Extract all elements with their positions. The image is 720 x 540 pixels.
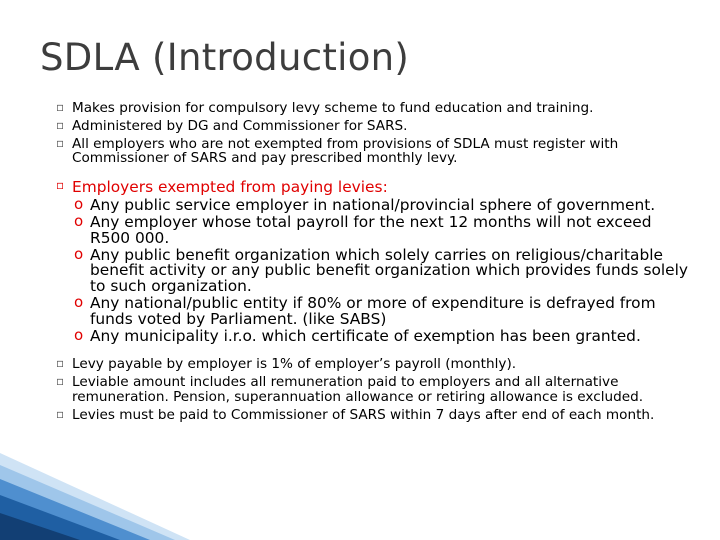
bullet-item: ▫ All employers who are not exempted from provisions of SDLA must register with Commissioner of SARS and pay prescribed monthly levy. <box>56 137 688 167</box>
exempt-item: o Any employer whose total payroll for the next 12 months will not exceed R500 000. <box>74 215 688 247</box>
exempt-item: o Any public service employer in national/provincial sphere of government. <box>74 198 688 214</box>
exempt-list <box>74 198 688 344</box>
exempt-heading-colon: : <box>382 178 388 197</box>
bullet-item: ▫ Levies must be paid to Commissioner of SARS within 7 days after end of each month. <box>56 408 688 423</box>
exempt-heading <box>72 179 688 196</box>
corner-swoosh-decoration <box>0 445 190 540</box>
exempt-item: o Any municipality i.r.o. which certificate of exemption has been granted. <box>74 329 688 345</box>
exempt-section <box>56 179 688 344</box>
bullet-item: ▫ Levy payable by employer is 1% of employer’s payroll (monthly). <box>56 357 688 372</box>
bullet-item: ▫ Administered by DG and Commissioner for SARS. <box>56 119 688 134</box>
content-list <box>56 101 688 423</box>
exempt-item: o Any public benefit organization which solely carries on religious/charitable benefit activity or any public benefit organization which provides funds solely to such organization. <box>74 248 688 295</box>
bullet-item: ▫ Leviable amount includes all remuneration paid to employers and all alternative remuneration. Pension, superannuation allowance or retiring allowance is excluded. <box>56 375 688 405</box>
exempt-heading-text: Employers exempted from paying levies <box>72 178 383 197</box>
slide-title: SDLA (Introduction) <box>40 36 410 79</box>
exempt-item: o Any national/public entity if 80% or more of expenditure is defrayed from funds voted by Parliament. (like SABS) <box>74 296 688 328</box>
bullet-item: ▫ Makes provision for compulsory levy scheme to fund education and training. <box>56 101 688 116</box>
